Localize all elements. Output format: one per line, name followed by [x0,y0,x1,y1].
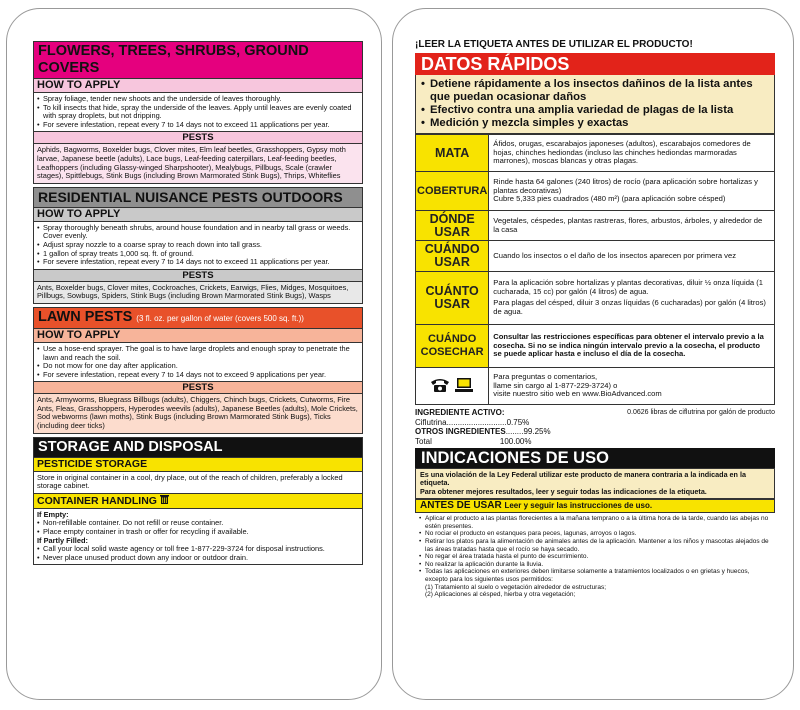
row-value: Cuando los insectos o el daño de los insectos aparecen por primera vez [489,241,775,272]
left-panel-content [33,41,363,565]
list-item: • Retirar los platos para la alimentación de animales antes de la aplicación. Mantener a los niños y mascotas alejados de las áreas tratadas hasta que el rocío se haya secado. [425,538,771,553]
flowers-how-to-apply: HOW TO APPLY [34,78,362,93]
list-item: • Efectivo contra una amplia variedad de plagas de la lista [430,104,768,117]
active-ingredient-line [415,408,775,418]
warning-line: Es una violación de la Ley Federal utilizar este producto de manera contraria a la indicada en la etiqueta. [420,470,746,488]
flowers-pests-heading: PESTS [34,131,362,144]
list-subitem: (2) Aplicaciones al césped, hierba y otra vegetación; [425,591,576,599]
list-item: • Call your local solid waste agency or toll free 1-877-229-3724 for disposal instructions. [43,545,359,554]
list-item: • Place empty container in trash or offer for recycling if available. [43,528,359,537]
list-item: • Non-refillable container. Do not refill or reuse container. [43,519,359,528]
row-value [489,172,775,211]
contact-icons [416,368,489,405]
residential-title: RESIDENTIAL NUISANCE PESTS OUTDOORS [34,188,362,207]
active-ingredient-note: 0.0626 libras de ciflutrina por galón de producto [627,409,775,416]
row-value: Áfidos, orugas, escarabajos japoneses (adultos), escarabajos comedores de hojas, chinches hediondas (incluso las chinches hediondas marmoradas marrones), moscas blancas y otras plagas. [489,135,775,172]
other-ingredients-line: OTROS INGREDIENTES........99.25% [415,427,551,436]
table-row [416,135,775,172]
row-value: Consultar las restricciones específicas para obtener el intervalo previo a la cosecha. Si no se indica ningún intervalo previo a la cosecha, el producto se puede aplicar hasta e incluso el día de la cosecha. [489,325,775,368]
contact-line: Para preguntas o comentarios, [493,371,598,381]
trash-can-icon [160,494,169,508]
container-handling-heading [34,493,362,509]
flowers-steps [34,93,362,131]
list-item: • For severe infestation, repeat every 7 to 14 days not to exceed 9 applications per year. [43,371,359,380]
storage-text: Store in original container in a cool, dry place, out of the reach of children, preferably a locked storage cabinet. [37,472,343,491]
antes-label: ANTES DE USAR [420,500,502,512]
list-item: • No regar el área tratada hasta el punto de escurrimiento. [425,553,771,561]
row-key: CUÁNDO COSECHAR [416,325,489,368]
quick-facts-table [415,134,775,405]
list-item: • Do not mow for one day after application. [43,362,359,371]
datos-rapidos-title: DATOS RÁPIDOS [415,53,775,75]
residential-steps [34,222,362,269]
federal-law-warning [415,468,775,499]
residential-pests-list: Ants, Boxelder bugs, Clover mites, Cockroaches, Crickets, Earwigs, Flies, Midges, Mosquitoes, Pillbugs, Sowbugs, Spiders, Stink Bugs (including Brown Marmorated Stink Bugs), Wasps [34,282,362,303]
row-key: CUÁNTO USAR [416,272,489,325]
list-item: • Medición y mezcla simples y exactas [430,117,768,130]
if-partly-label: If Partly Filled: [37,535,88,545]
lawn-how-to-apply: HOW TO APPLY [34,328,362,343]
total-pct: 100.00% [499,436,532,446]
lawn-pests-heading: PESTS [34,381,362,394]
list-item: • Aplicar el producto a las plantas florecientes a la mañana temprano o a la última hora de la tarde, cuando las abejas no estén presentes. [425,515,771,530]
antes-de-usar-heading [415,499,775,513]
right-panel-content [415,39,775,601]
list-item: • Adjust spray nozzle to a coarse spray to reach down into tall grass. [43,241,359,250]
quick-facts [415,75,775,134]
warning-line: Para obtener mejores resultados, leer y seguir todas las indicaciones de la etiqueta. [420,486,707,496]
computer-icon [454,377,474,396]
residential-how-to-apply: HOW TO APPLY [34,207,362,222]
row-value-line: Para plagas del césped, diluir 3 onzas líquidas (6 cucharadas) por galón (4 litros) de agua. [493,298,766,316]
list-item: • Spray foliage, tender new shoots and the underside of leaves thoroughly. [43,95,359,104]
phone-icon [430,377,450,396]
right-label-panel [392,8,794,700]
contact-line: llame sin cargo al 1-877-229-3724) o [493,380,618,390]
list-item: • No realizar la aplicación durante la lluvia. [425,561,771,569]
left-label-panel [6,8,382,700]
table-row [416,325,775,368]
antes-steps [415,513,775,601]
antes-note: Leer y seguir las instrucciones de uso. [504,501,653,511]
list-item: • 1 gallon of spray treats 1,000 sq. ft. of ground. [43,250,359,259]
cyfluthrin-label: Ciflutrina [415,417,447,427]
other-ingredients-pct: 99.25% [523,427,551,436]
row-value-line: Cubre 5,333 pies cuadrados (480 m²) (para aplicación sobre césped) [493,194,726,204]
contact-line: visite nuestro sitio web en www.BioAdvanced.com [493,389,662,399]
read-label-warning: ¡LEER LA ETIQUETA ANTES DE UTILIZAR EL PRODUCTO! [415,39,693,50]
residential-section [33,187,363,304]
table-row [416,211,775,241]
other-ingredients-label: OTROS INGREDIENTES [415,427,506,436]
list-item: • Never place unused product down any indoor or outdoor drain. [43,554,359,563]
flowers-section [33,41,363,184]
lawn-steps [34,343,362,381]
table-row [416,368,775,405]
lawn-title-text: LAWN PESTS [38,308,133,325]
row-key: DÓNDE USAR [416,211,489,241]
storage-title: STORAGE AND DISPOSAL [34,438,362,457]
list-item: • Todas las aplicaciones en exteriores deben limitarse solamente a tratamientos localizados o en grietas y huecos, excepto para los siguientes usos permitidos: [425,568,771,583]
row-key: CUÁNDO USAR [416,241,489,272]
list-item: • For severe infestation, repeat every 7 to 14 days not to exceed 11 applications per year. [43,121,359,130]
total-label: Total [415,436,432,446]
row-key: MATA [416,135,489,172]
flowers-title: FLOWERS, TREES, SHRUBS, GROUND COVERS [34,42,362,78]
indicaciones-title: INDICACIONES DE USO [415,448,775,468]
cyfluthrin-pct: 0.75% [506,417,530,427]
flowers-pests-list: Aphids, Bagworms, Boxelder bugs, Clover mites, Elm leaf beetles, Grasshoppers, Gypsy moth larvae, Japanese beetle (adults), Lace bugs, Leaf-feeding caterpillars, Leaf-feeding beetles, Leafhoppers (including Glassy-winged Sharpshooter), Mealybugs, Pillbugs, Scale (crawler stages), Spittlebugs, Stink Bugs (including Brown Marmorated Stink Bugs), Thrips, Whiteflies [34,144,362,182]
cyfluthrin-line: Ciflutrina...........................0.75% [415,417,530,427]
row-value-line: Para la aplicación sobre hortalizas y plantas decorativas, diluir ½ onza líquida (1 cucharada, 15 cc) por galón (4 litros) de agua. [493,278,764,297]
row-value: Vegetales, céspedes, plantas rastreras, flores, arbustos, árboles, y alrededor de la casa [489,211,775,241]
row-value [489,272,775,325]
row-value-line: Rinde hasta 64 galones (240 litros) de rocío (para aplicación sobre hortalizas y plantas decorativas) [493,176,758,195]
lawn-section [33,307,363,434]
list-item: • For severe infestation, repeat every 7 to 14 days not to exceed 11 applications per year. [43,258,359,267]
pesticide-storage-heading: PESTICIDE STORAGE [34,457,362,472]
list-item: • Use a hose-end sprayer. The goal is to have large droplets and enough spray to penetrate the lawn and reach the soil. [43,345,359,362]
active-ingredient-label: INGREDIENTE ACTIVO: [415,408,505,417]
table-row [416,172,775,211]
lawn-pests-list: Ants, Armyworms, Bluegrass Billbugs (adults), Chiggers, Chinch bugs, Crickets, Cutworms, Fire Ants, Fleas, Grasshoppers, Hyperodes weevils (adults), Japanese Beetles (adults), Mole Crickets, Sod webworms (lawn moths), Stink Bugs (including Brown Marmorated Stink Bugs), Ticks (including deer ticks) [34,394,362,432]
residential-pests-heading: PESTS [34,269,362,282]
table-row [416,272,775,325]
total-line [415,437,775,447]
list-item: • To kill insects that hide, spray the underside of the leaves. Apply until leaves are evenly coated with spray droplets, but not dripping. [43,104,359,121]
list-item: • No rociar el producto en estanques para peces, lagunas, arroyos o lagos. [425,530,771,538]
contact-info [489,368,775,405]
lawn-note: (3 fl. oz. per gallon of water (covers 500 sq. ft.)) [136,313,304,323]
if-empty-label: If Empty: [37,509,69,519]
storage-section [33,437,363,566]
container-handling-label: CONTAINER HANDLING [37,494,157,507]
container-handling-text [34,509,362,565]
lawn-title [34,308,362,328]
list-subitem: (1) Tratamiento al suelo o vegetación alrededor de estructuras; [425,583,607,591]
table-row [416,241,775,272]
list-item: • Detiene rápidamente a los insectos dañinos de la lista antes que puedan ocasionar daños [430,78,768,104]
list-item: • Spray thoroughly beneath shrubs, around house foundation and in nearby tall grass or weeds. Cover evenly. [43,224,359,241]
ingredients [415,408,775,446]
row-key: COBERTURA [416,172,489,211]
